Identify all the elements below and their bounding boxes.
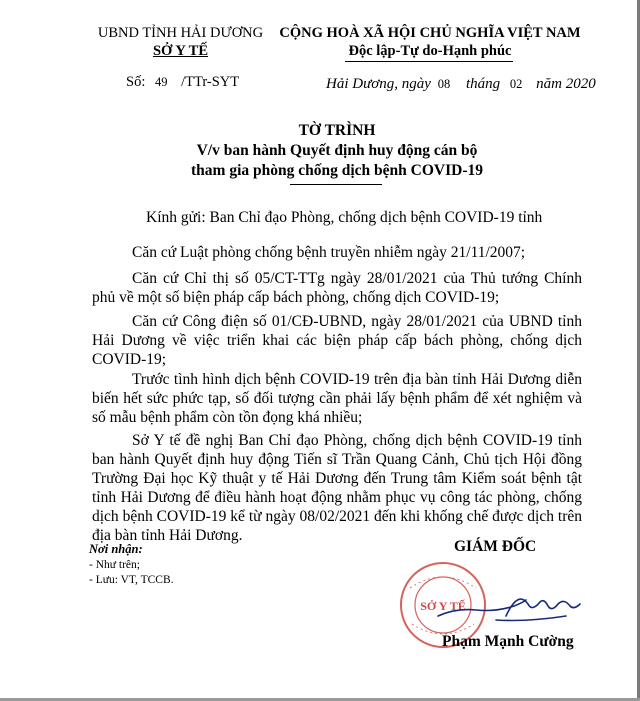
header-left [88,24,273,60]
date-month-label: tháng [465,76,501,92]
title-underline [290,184,382,185]
stamp-text: SỞ Y TẾ [420,599,466,613]
date-year: năm 2020 [536,76,596,92]
doc-title: TỜ TRÌNH [298,122,376,139]
date-month: 02 [509,77,523,91]
doc-number-label: Số: [126,74,146,90]
motto-underline [345,61,513,62]
body-paragraph-1: Căn cứ Luật phòng chống bệnh truyền nhiễm ngày 21/11/2007; [132,244,526,261]
doc-date [326,76,596,93]
body-paragraph-5: Sở Y tế đề nghị Ban Chỉ đạo Phòng, chống dịch bệnh COVID-19 tỉnh ban hành Quyết định huy động Tiến sĩ Trần Quang Cảnh, Chủ tịch Hội đồng Trường Đại học Kỹ thuật y tế Hải Dương đến Trung tâm Kiểm soát bệnh tật tỉnh Hải Dương để điều hành hoạt động nhằm phục vụ công tác phòng, chống dịch bệnh COVID-19 kể từ ngày 08/02/2021 đến khi khống chế được dịch trên địa bàn tỉnh Hải Dương. [92,432,582,544]
doc-number-suffix: /TTr-SYT [181,74,240,90]
date-day: 08 [437,77,451,91]
motto: Độc lập-Tự do-Hạnh phúc [348,43,512,59]
agency-parent: UBND TỈNH HẢI DƯƠNG [97,25,264,41]
header-right [278,24,582,60]
recipient: Kính gửi: Ban Chỉ đạo Phòng, chống dịch bệnh COVID-19 tỉnh [146,209,543,226]
body-paragraph-4: Trước tình hình dịch bệnh COVID-19 trên địa bàn tỉnh Hải Dương diễn biến hết sức phức tạp, số đối tượng cần phải lấy bệnh phẩm để xét nghiệm và số mẫu bệnh phẩm còn tồn đọng khá nhiều; [92,371,582,426]
receiver-item: - Như trên; [89,559,140,571]
handwritten-signature [436,586,586,626]
doc-subject-line-1: V/v ban hành Quyết định huy động cán bộ [196,142,478,159]
receiver-item: - Lưu: VT, TCCB. [89,574,174,586]
signature-position: GIÁM ĐỐC [454,538,537,555]
doc-number-value: 49 [154,75,168,89]
date-place: Hải Dương, ngày [326,76,431,92]
doc-subject-line-2: tham gia phòng chống dịch bệnh COVID-19 [191,162,483,179]
receivers [89,541,174,588]
doc-number [126,74,239,91]
title-block [92,121,582,181]
body-paragraph-2: Căn cứ Chỉ thị số 05/CT-TTg ngày 28/01/2021 của Thủ tướng Chính phủ về một số biện pháp cấp bách phòng, chống dịch COVID-19; [92,270,582,306]
agency-name: SỞ Y TẾ [152,43,209,59]
body-paragraph-3: Căn cứ Công điện số 01/CĐ-UBND, ngày 28/01/2021 của UBND tỉnh Hải Dương về việc triển khai các biện pháp cấp bách phòng, chống dịch COVID-19; [92,313,582,368]
receivers-label: Nơi nhận: [89,542,143,556]
signature-strokes [438,599,580,620]
nation-name: CỘNG HOÀ XÃ HỘI CHỦ NGHĨA VIỆT NAM [279,25,581,41]
signer-name: Phạm Mạnh Cường [442,633,574,650]
